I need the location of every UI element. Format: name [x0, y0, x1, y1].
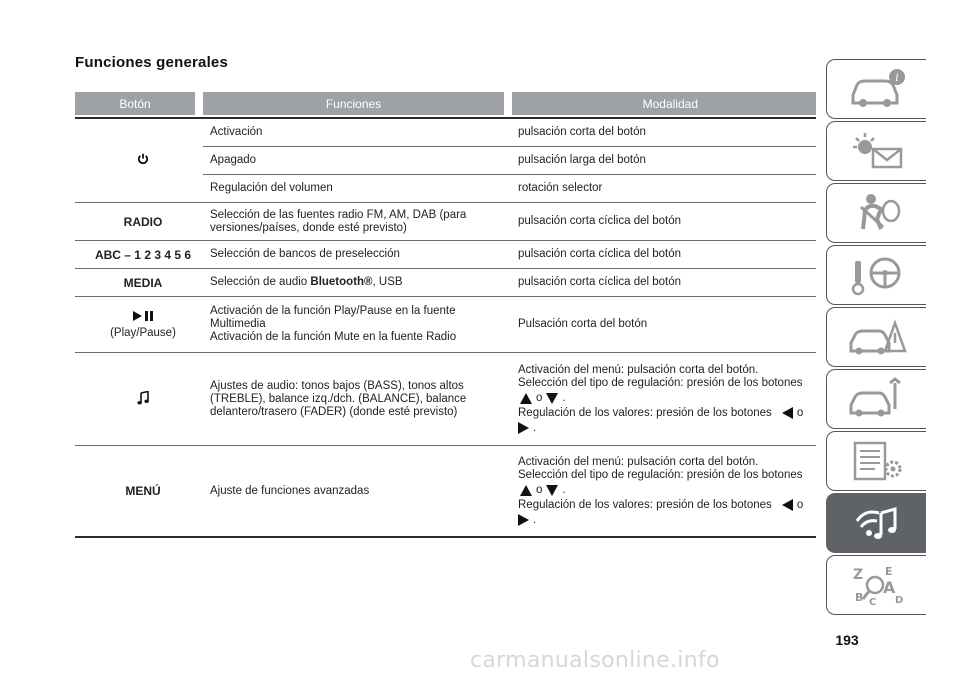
- mode-text: pulsación corta cíclica del botón: [518, 276, 682, 288]
- table-row: [203, 147, 816, 175]
- mode-text: pulsación larga del botón: [518, 154, 646, 166]
- dot-text: .: [562, 391, 566, 404]
- function-text: Regulación del volumen: [210, 182, 333, 194]
- svg-text:i: i: [894, 71, 899, 84]
- table-row-presets: [75, 241, 816, 269]
- music-note-icon: [137, 391, 149, 408]
- arrow-right-icon: [518, 514, 529, 526]
- bluetooth-label: Bluetooth®: [310, 276, 373, 288]
- svg-text:D: D: [894, 595, 903, 606]
- dot-text: .: [533, 513, 537, 526]
- audio-button-cell: [75, 353, 203, 445]
- or-text: o: [536, 391, 543, 404]
- seatbelt-airbag-icon: [845, 189, 909, 237]
- arrow-down-icon: [546, 393, 558, 404]
- table-row: [203, 119, 816, 147]
- function-text: Selección de bancos de preselección: [210, 248, 400, 260]
- table-row-power: [75, 119, 816, 203]
- section-heading: Funciones generales: [75, 54, 229, 71]
- presets-button-label: ABC – 1 2 3 4 5 6: [94, 247, 192, 262]
- or-text: o: [796, 406, 804, 419]
- car-breakdown-icon: [845, 313, 909, 361]
- table-row-menu: [75, 446, 816, 538]
- header-modalidad: Modalidad: [512, 92, 816, 115]
- functions-table: [75, 92, 816, 538]
- svg-text:C: C: [868, 597, 876, 608]
- mode-line: Selección del tipo de regulación: presión de los botones: [518, 468, 803, 481]
- alphabetical-index-icon: [845, 561, 909, 609]
- arrow-left-icon: [782, 499, 793, 511]
- tab-index[interactable]: [826, 555, 926, 615]
- dot-text: .: [562, 483, 566, 496]
- watermark: carmanualsonline.info: [470, 648, 720, 673]
- function-line: Activación de la función Play/Pause en la fuente Multimedia: [210, 305, 456, 330]
- multimedia-icon: [845, 499, 909, 547]
- technical-data-icon: [845, 437, 909, 485]
- table-header: [75, 92, 816, 115]
- radio-button-label: RADIO: [123, 214, 163, 229]
- function-text: Activación: [210, 126, 263, 138]
- car-maintenance-icon: [845, 375, 909, 423]
- mode-text: [511, 353, 816, 445]
- table-row-play-pause: [75, 297, 816, 353]
- menu-button-label: MENÚ: [125, 484, 161, 498]
- power-button-cell: [75, 119, 203, 202]
- arrow-down-icon: [546, 485, 558, 496]
- header-funciones: Funciones: [203, 92, 504, 115]
- table-row-radio: [75, 203, 816, 241]
- tab-technical-data[interactable]: [826, 431, 926, 491]
- arrow-left-icon: [782, 407, 793, 419]
- mode-line: Regulación de los valores: presión de los botones: [518, 498, 772, 511]
- mode-line: Activación del menú: pulsación corta del botón.: [518, 363, 759, 376]
- tab-starting-driving[interactable]: [826, 245, 926, 305]
- function-text: Selección de las fuentes radio FM, AM, DAB (para versiones/países, donde esté previsto): [210, 208, 467, 234]
- arrow-up-icon: [520, 485, 532, 496]
- key-steering-wheel-icon: [845, 251, 909, 299]
- power-icon: [137, 153, 149, 168]
- chapter-tabs: [826, 59, 929, 617]
- play-pause-label: (Play/Pause): [110, 327, 176, 339]
- play-pause-button-cell: [75, 297, 203, 352]
- mode-text: Pulsación corta del botón: [518, 318, 648, 330]
- or-text: o: [536, 483, 543, 496]
- media-button-label: MEDIA: [123, 275, 163, 290]
- tab-safety[interactable]: [826, 183, 926, 243]
- tab-maintenance[interactable]: [826, 369, 926, 429]
- function-text-part: Selección de audio: [210, 276, 311, 288]
- mode-line: Regulación de los valores: presión de los botones: [518, 406, 772, 419]
- mode-text: rotación selector: [518, 182, 603, 194]
- mode-line: Selección del tipo de regulación: presión de los botones: [518, 376, 803, 389]
- function-text: Apagado: [210, 154, 257, 166]
- svg-text:E: E: [884, 565, 893, 578]
- header-boton: Botón: [75, 92, 195, 115]
- function-text: [203, 269, 511, 296]
- table-row: [203, 175, 816, 202]
- arrow-right-icon: [518, 422, 529, 434]
- table-row-media: [75, 269, 816, 297]
- function-text: [203, 297, 511, 352]
- table-row-audio: [75, 353, 816, 446]
- warning-light-envelope-icon: [845, 127, 909, 175]
- svg-text:A: A: [882, 578, 895, 597]
- mode-text: pulsación corta cíclica del botón: [518, 248, 682, 260]
- function-text-part: , USB: [372, 276, 403, 288]
- tab-car-info[interactable]: [826, 59, 926, 119]
- arrow-up-icon: [520, 393, 532, 404]
- mode-text: pulsación corta cíclica del botón: [518, 215, 682, 227]
- tab-multimedia[interactable]: [826, 493, 926, 553]
- tab-emergency[interactable]: [826, 307, 926, 367]
- mode-text: [511, 446, 816, 536]
- function-text: Ajustes de audio: tonos bajos (BASS), tonos altos (TREBLE), balance izq./dch. (BALANCE), balance delantero/trasero (FADER) (donde esté previsto): [210, 379, 467, 418]
- dot-text: .: [533, 421, 537, 434]
- mode-text: pulsación corta del botón: [518, 126, 646, 138]
- car-info-icon: [845, 65, 909, 113]
- mode-line: Activación del menú: pulsación corta del botón.: [518, 455, 759, 468]
- function-text: Ajuste de funciones avanzadas: [210, 484, 370, 497]
- svg-text:B: B: [854, 591, 863, 604]
- tab-warnings[interactable]: [826, 121, 926, 181]
- svg-text:Z: Z: [852, 567, 863, 583]
- play-pause-icon: [131, 310, 155, 325]
- function-line: Activación de la función Mute en la fuente Radio: [210, 331, 457, 343]
- page-number: 193: [835, 632, 859, 648]
- or-text: o: [796, 498, 804, 511]
